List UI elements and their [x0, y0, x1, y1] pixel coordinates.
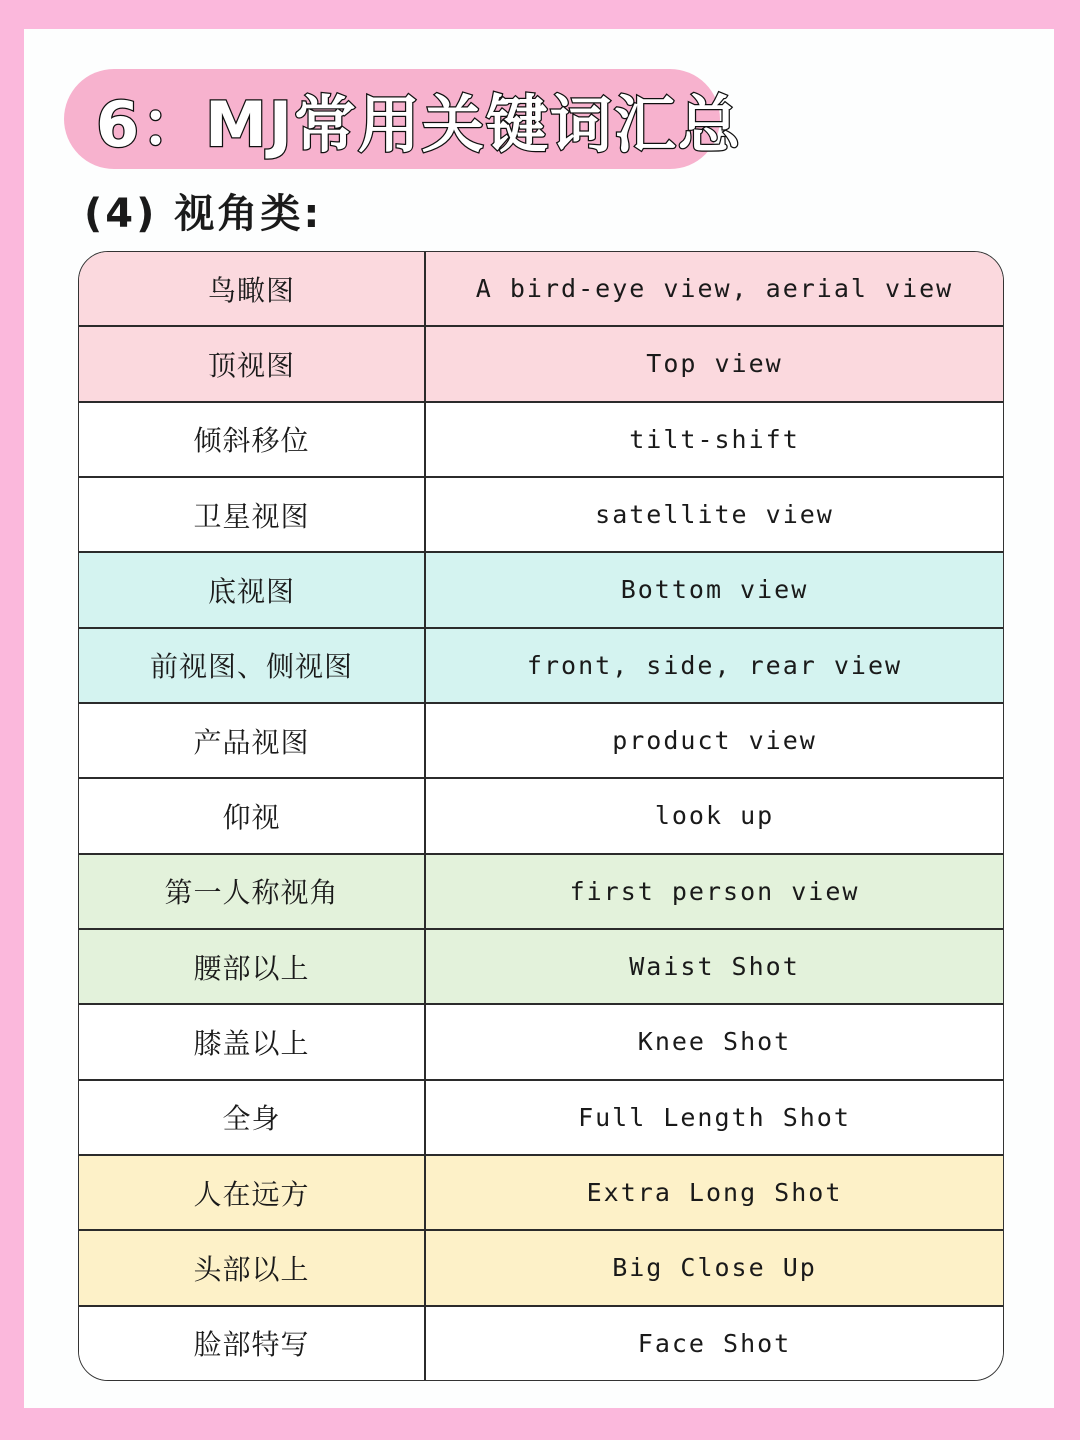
chinese-term: 第一人称视角 — [79, 855, 426, 928]
table-row — [79, 252, 1003, 325]
chinese-term: 膝盖以上 — [79, 1005, 426, 1078]
keyword-table — [78, 251, 1004, 1381]
chinese-term: 前视图、侧视图 — [79, 629, 426, 702]
table-row — [79, 551, 1003, 626]
english-keyword: Full Length Shot — [578, 1102, 851, 1132]
chinese-term: 产品视图 — [79, 704, 426, 777]
english-keyword: front, side, rear view — [526, 650, 903, 680]
table-row — [79, 325, 1003, 400]
table-row — [79, 476, 1003, 551]
english-keyword: Bottom view — [620, 575, 809, 605]
english-keyword: Knee Shot — [637, 1027, 792, 1057]
table-row — [79, 702, 1003, 777]
table-row — [79, 777, 1003, 852]
english-keyword: look up — [654, 801, 775, 831]
table-row — [79, 401, 1003, 476]
chinese-term: 倾斜移位 — [79, 403, 426, 476]
english-keyword: A bird-eye view, aerial view — [475, 274, 954, 304]
english-keyword: satellite view — [595, 500, 834, 530]
chinese-term: 腰部以上 — [79, 930, 426, 1003]
chinese-term: 底视图 — [79, 553, 426, 626]
english-keyword: Face Shot — [637, 1328, 792, 1358]
table-row — [79, 627, 1003, 702]
chinese-term: 卫星视图 — [79, 478, 426, 551]
table-row — [79, 1154, 1003, 1229]
title-banner — [64, 69, 742, 169]
section-subtitle: (4) 视角类: — [84, 191, 323, 237]
table-row — [79, 1305, 1003, 1380]
english-keyword: Waist Shot — [629, 952, 800, 982]
chinese-term: 人在远方 — [79, 1156, 426, 1229]
table-row — [79, 928, 1003, 1003]
chinese-term: 头部以上 — [79, 1231, 426, 1304]
table-row — [79, 853, 1003, 928]
chinese-term: 顶视图 — [79, 327, 426, 400]
english-keyword: Big Close Up — [612, 1253, 817, 1283]
page-title: 6：MJ常用关键词汇总 — [96, 87, 742, 161]
table-row — [79, 1003, 1003, 1078]
chinese-term: 仰视 — [79, 779, 426, 852]
chinese-term: 全身 — [79, 1081, 426, 1154]
table-row — [79, 1229, 1003, 1304]
english-keyword: Extra Long Shot — [586, 1178, 843, 1208]
english-keyword: Top view — [646, 349, 783, 379]
english-keyword: tilt-shift — [629, 424, 800, 454]
chinese-term: 鸟瞰图 — [79, 252, 426, 325]
table-row — [79, 1079, 1003, 1154]
english-keyword: first person view — [569, 876, 860, 906]
english-keyword: product view — [612, 726, 817, 756]
chinese-term: 脸部特写 — [79, 1307, 426, 1380]
